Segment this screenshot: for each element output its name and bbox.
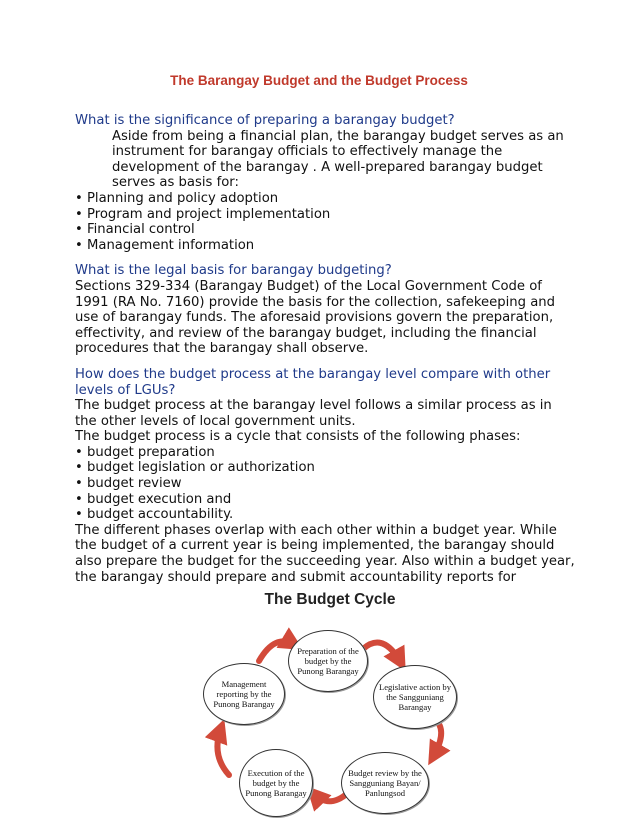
phase-item: • budget legislation or authorization <box>75 460 575 476</box>
document-title: The Barangay Budget and the Budget Process <box>170 73 468 88</box>
node-execution: Execution of the budget by the Punong Barangay <box>239 749 313 817</box>
paragraph-comparison-3: The different phases overlap with each other within a budget year. While the budget of a current year is being implemented, the barangay should also prepare the budget for the succeeding year. Also within a budget year, the barangay should prepare and submit accountability reports for <box>75 522 575 585</box>
node-legislative: Legislative action by the Sangguniang Barangay <box>373 665 457 729</box>
paragraph-comparison-2: The budget process is a cycle that consists of the following phases: <box>75 429 521 445</box>
diagram-title: The Budget Cycle <box>264 591 396 608</box>
bullet-item: • Management information <box>75 238 575 254</box>
phase-item: • budget preparation <box>75 445 575 461</box>
arrow-execution-to-management <box>217 728 229 775</box>
paragraph-significance-text: Aside from being a financial plan, the barangay budget serves as an instrument for barangay officials to effectively manage the development of the barangay . A well-prepared barangay budget serves as basis for: <box>112 128 564 191</box>
question-significance: What is the significance of preparing a barangay budget? <box>75 113 455 128</box>
arrow-preparation-to-legislative <box>363 643 401 663</box>
phase-item: • budget accountability. <box>75 507 575 523</box>
question-legal-basis: What is the legal basis for barangay budgeting? <box>75 263 392 279</box>
phase-item: • budget review <box>75 476 575 492</box>
document-body <box>75 113 575 585</box>
paragraph-legal-basis: Sections 329-334 (Barangay Budget) of the Local Government Code of 1991 (RA No. 7160) provide the basis for the collection, safekeeping and use of barangay funds. The aforesaid provisions govern the preparation, effectivity, and review of the barangay budget, including the financial procedures that the barangay shall observe. <box>75 278 556 357</box>
node-management: Management reporting by the Punong Barangay <box>203 663 285 725</box>
bullet-item: • Financial control <box>75 222 575 238</box>
node-preparation: Preparation of the budget by the Punong Barangay <box>288 630 368 692</box>
node-review: Budget review by the Sangguniang Bayan/ Panlungsod <box>341 752 429 814</box>
budget-cycle-diagram <box>195 583 465 826</box>
bullet-item: • Program and project implementation <box>75 207 575 223</box>
question-comparison: How does the budget process at the barangay level compare with other levels of LGUs? <box>75 366 551 398</box>
paragraph-significance <box>75 129 575 191</box>
paragraph-comparison-1: The budget process at the barangay level follows a similar process as in the other levels of local government units. <box>75 398 552 429</box>
arrow-legislative-to-review <box>433 721 441 757</box>
bullet-item: • Planning and policy adoption <box>75 191 575 207</box>
phase-item: • budget execution and <box>75 492 575 508</box>
